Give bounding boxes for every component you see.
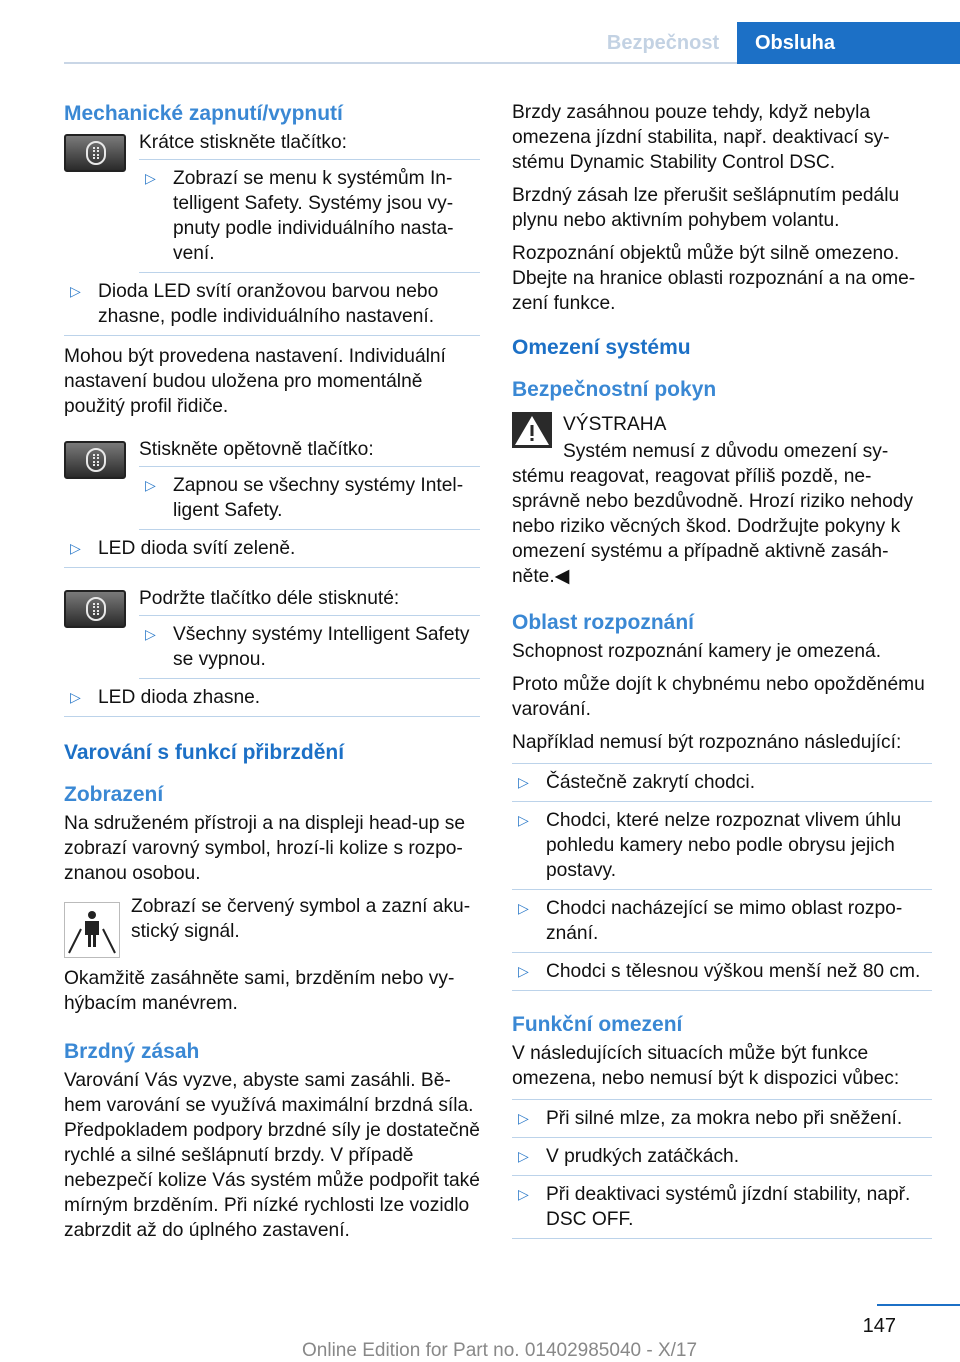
bullet-triangle-icon: ▷ [518, 812, 529, 828]
instruction-text: Podržte tlačítko déle stisknuté: [139, 588, 400, 609]
paragraph: Brzdný zásah lze přerušit sešlápnutím pedálu plynu nebo aktivním pohybem volantu. [512, 185, 900, 231]
button-icon [64, 590, 126, 628]
list-item: ▷ Při silné mlze, za mokra nebo při sněžení. [512, 1100, 932, 1138]
paragraph: Například nemusí být rozpoznáno následující: [512, 732, 902, 753]
paragraph: V následujících situacích může být funkce omezena, nebo nemusí být k dispozici vůbec: [512, 1043, 900, 1089]
paragraph: Varování Vás vyzve, abyste sami zasáhli. Během varování se využívá maximální brzdná síla. Předpokladem podpory brzdné síly je dostatečně rychlé a silné sešlápnutí brzdy. V případě nebezpečí kolize Vás systém může podpořit také mírným brzděním. Při nízké rychlosti lze vozidlo zabrzdit až do úplného zastavení. [64, 1070, 480, 1241]
bullet-triangle-icon: ▷ [145, 477, 156, 493]
warning-title: VÝSTRAHA [563, 414, 667, 435]
paragraph: Schopnost rozpoznání kamery je omezená. [512, 641, 882, 662]
paragraph: Proto může dojít k chybnému nebo opožděnému varování. [512, 674, 925, 720]
bullet-triangle-icon: ▷ [70, 689, 81, 705]
list-item: ▷ Při deaktivaci systémů jízdní stability, např. DSC OFF. [512, 1176, 932, 1239]
instruction-row-red-symbol [64, 894, 480, 960]
list-item: ▷ Částečně zakrytí chodci. [512, 764, 932, 802]
warning-text: Systém nemusí z důvodu omezení systému reagovat, reagovat příliš pozdě, nesprávně nebo bezdůvodně. Hrozí riziko nehody nebo riziko věcných škod. Dodržujte pokyny k omezení systému a případně aktivně zasáhněte.◀ [512, 441, 914, 587]
list-item: ▷ Všechny systémy Intelligent Safety se vypnou. [139, 616, 480, 679]
list-item: ▷ Zobrazí se menu k systémům Intelligent Safety. Systémy jsou vypnuty podle individuálního nastavení. [139, 160, 480, 273]
heading-mechanical-switch: Mechanické zapnutí/vypnutí [64, 102, 343, 125]
paragraph: Na sdruženém přístroji a na displeji head-up se zobrazí varovný symbol, hrozí-li kolize s rozpoznanou osobou. [64, 813, 466, 884]
warning-block [512, 412, 932, 589]
bullet-triangle-icon: ▷ [518, 1148, 529, 1164]
bullet-triangle-icon: ▷ [518, 1110, 529, 1126]
heading-detection-area: Oblast rozpoznání [512, 611, 695, 634]
button-icon [64, 441, 126, 479]
warning-triangle-icon [512, 412, 552, 448]
instruction-row-short-press [64, 130, 480, 273]
heading-functional-limits: Funkční omezení [512, 1013, 683, 1036]
list-item: ▷ V prudkých zatáčkách. [512, 1138, 932, 1176]
bullet-triangle-icon: ▷ [70, 283, 81, 299]
section-heading-braking-warning: Varování s funkcí přibrzdění [64, 741, 345, 764]
list-item: ▷ Zapnou se všechny systémy Intelligent Safety. [139, 467, 480, 530]
bullet-triangle-icon: ▷ [145, 170, 156, 186]
heading-safety-note: Bezpečnostní pokyn [512, 378, 717, 401]
instruction-text: Krátce stiskněte tlačítko: [139, 132, 347, 153]
list-item: ▷ Dioda LED svítí oranžovou barvou nebo zhasne, podle individuálního nastavení. [64, 273, 480, 336]
bullet-triangle-icon: ▷ [518, 900, 529, 916]
detection-limits-list [512, 763, 932, 991]
right-column [512, 100, 932, 1247]
button-icon [64, 134, 126, 172]
paragraph: Okamžitě zasáhněte sami, brzděním nebo vyhýbacím manévrem. [64, 968, 455, 1014]
footer-rule [877, 1304, 960, 1306]
paragraph: Rozpoznání objektů může být silně omezeno. Dbejte na hranice oblasti rozpoznání a na omezení funkce. [512, 243, 916, 314]
edition-note: Online Edition for Part no. 01402985040 - X/17 [302, 1340, 698, 1361]
heading-brake-intervention: Brzdný zásah [64, 1040, 200, 1063]
tab-bezpecnost[interactable]: Bezpečnost [606, 32, 720, 54]
section-heading-system-limits: Omezení systému [512, 336, 691, 359]
pedestrian-warning-icon [64, 902, 120, 958]
list-item: ▷ LED dioda zhasne. [64, 679, 480, 717]
bullet-triangle-icon: ▷ [145, 626, 156, 642]
bullet-triangle-icon: ▷ [518, 774, 529, 790]
instruction-text: Zobrazí se červený symbol a zazní akustický signál. [131, 896, 471, 942]
paragraph: Brzdy zasáhnou pouze tehdy, když nebyla omezena jízdní stabilita, např. deaktivací systému Dynamic Stability Control DSC. [512, 102, 890, 173]
list-item: ▷ LED dioda svítí zeleně. [64, 530, 480, 568]
bullet-triangle-icon: ▷ [70, 540, 81, 556]
functional-limits-list [512, 1099, 932, 1239]
page-number: 147 [862, 1315, 896, 1337]
list-item: ▷ Chodci, které nelze rozpoznat vlivem úhlu pohledu kamery nebo podle obrysu jejich postavy. [512, 802, 932, 890]
bullet-triangle-icon: ▷ [518, 963, 529, 979]
left-column [64, 100, 480, 1251]
heading-display: Zobrazení [64, 783, 164, 806]
list-item: ▷ Chodci s tělesnou výškou menší než 80 cm. [512, 953, 932, 991]
paragraph: Mohou být provedena nastavení. Individuální nastavení budou uložena pro momentálně použitý profil řidiče. [64, 346, 446, 417]
bullet-triangle-icon: ▷ [518, 1186, 529, 1202]
tab-obsluha[interactable]: Obsluha [737, 22, 960, 64]
instruction-row-long-press [64, 586, 480, 679]
list-item: ▷ Chodci nacházející se mimo oblast rozpoznání. [512, 890, 932, 953]
instruction-text: Stiskněte opětovně tlačítko: [139, 439, 374, 460]
instruction-row-press-again [64, 437, 480, 530]
